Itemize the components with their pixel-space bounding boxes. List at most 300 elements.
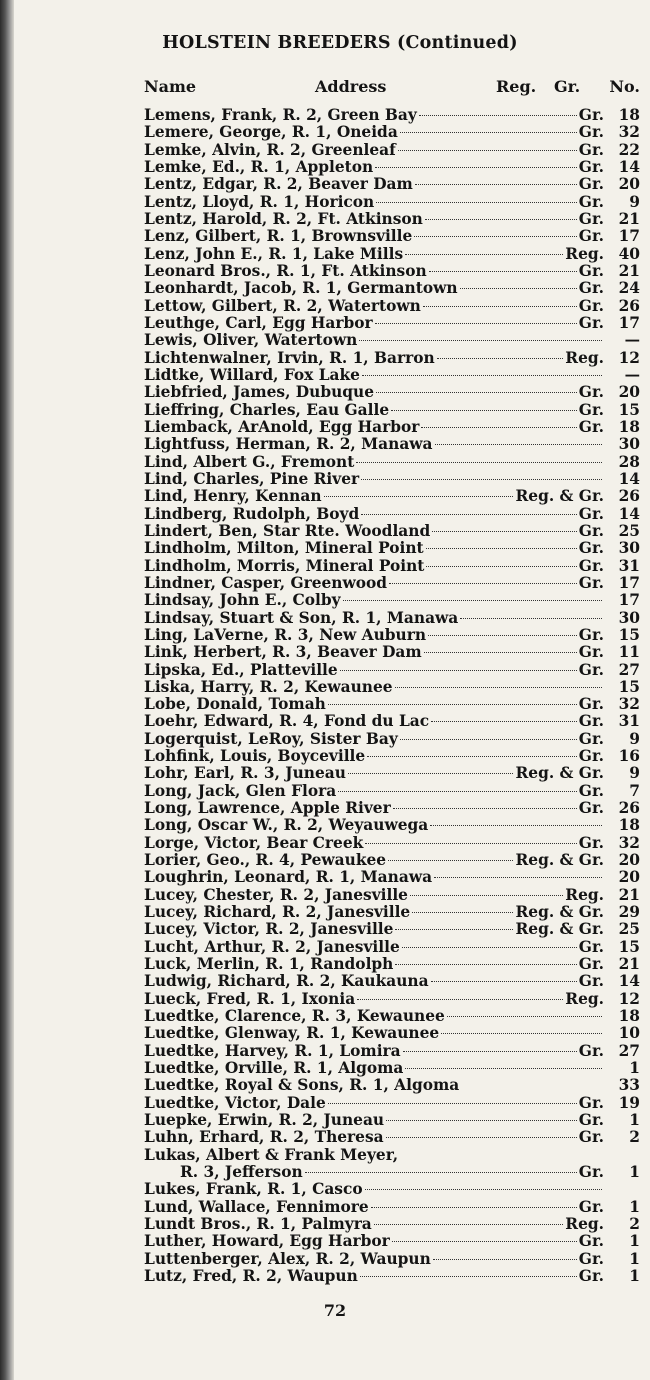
dot-leader: [376, 202, 577, 203]
herd-number: 14: [618, 157, 640, 176]
dot-leader: [433, 1259, 577, 1260]
list-item: [144, 644, 640, 661]
breeder-name-address: Liebfried, James, Dubuque: [144, 383, 375, 402]
breeder-name-address: Lindholm, Morris, Mineral Point: [144, 556, 425, 575]
dot-leader: [374, 1224, 564, 1225]
list-item: [144, 402, 640, 419]
registration-type: Gr.: [578, 521, 604, 540]
herd-number: 18: [618, 816, 640, 835]
list-item: [144, 350, 640, 367]
dot-leader: [410, 895, 563, 896]
list-item: [144, 1233, 640, 1250]
breeder-name-address: Luedtke, Clarence, R. 3, Kewaunee: [144, 1007, 445, 1026]
herd-number: 9: [629, 764, 640, 783]
dot-leader: [357, 999, 563, 1000]
breeder-name-address: Lundt Bros., R. 1, Palmyra: [144, 1215, 372, 1233]
list-item: [144, 817, 640, 834]
breeder-name-address: Lettow, Gilbert, R. 2, Watertown: [144, 296, 421, 315]
list-item: [144, 869, 640, 886]
list-item: [144, 783, 640, 800]
list-item: [144, 748, 640, 765]
list-item: [144, 228, 640, 245]
registration-type: Gr.: [578, 1163, 604, 1182]
herd-number: 31: [618, 712, 640, 731]
list-item: [144, 523, 640, 540]
registration-type: Gr.: [578, 175, 604, 194]
herd-number: —: [624, 331, 640, 350]
registration-type: Gr.: [578, 400, 604, 419]
registration-type: Reg.: [565, 348, 604, 367]
herd-number: 1: [629, 1266, 640, 1285]
dot-leader: [391, 410, 577, 411]
herd-number: 27: [618, 1041, 640, 1060]
herd-number: 30: [618, 435, 640, 454]
breeder-name-address: Lucey, Victor, R. 2, Janesville: [144, 920, 394, 939]
dot-leader: [328, 1103, 577, 1104]
herd-number: 15: [618, 937, 640, 956]
column-header-address: Address: [315, 77, 387, 96]
registration-type: Gr.: [578, 261, 604, 280]
dot-leader: [362, 375, 602, 376]
list-item: [144, 956, 640, 973]
registration-type: Gr.: [578, 556, 604, 575]
column-header-no: No.: [609, 77, 640, 96]
list-item: [144, 835, 640, 852]
registration-type: Gr.: [578, 157, 604, 176]
dot-leader: [431, 981, 577, 982]
dot-leader: [423, 306, 577, 307]
herd-number: 14: [618, 972, 640, 991]
breeder-name-address: Link, Herbert, R. 3, Beaver Dam: [144, 643, 422, 662]
herd-number: 1: [629, 1059, 640, 1078]
registration-type: Reg. & Gr.: [515, 920, 604, 939]
dot-leader: [395, 929, 513, 930]
list-item: [144, 558, 640, 575]
list-item: [144, 246, 640, 263]
herd-number: 17: [618, 227, 640, 246]
list-item: [144, 852, 640, 869]
breeder-name-address: Long, Oscar W., R. 2, Weyauwega: [144, 816, 429, 835]
breeder-name-address: Long, Lawrence, Apple River: [144, 799, 391, 818]
herd-number: 20: [618, 851, 640, 870]
column-header-reg: Reg.: [496, 77, 537, 96]
registration-type: Gr.: [578, 1266, 604, 1285]
list-item: [144, 1147, 640, 1164]
dot-leader: [426, 566, 576, 567]
registration-type: Gr.: [578, 955, 604, 974]
dot-leader: [400, 739, 577, 740]
list-item: [144, 159, 640, 176]
list-item: [144, 107, 640, 124]
herd-number: 1: [629, 1249, 640, 1268]
dot-leader: [365, 843, 577, 844]
dot-leader: [360, 1276, 577, 1277]
herd-number: 19: [618, 1093, 640, 1112]
breeder-name-address: Lobe, Donald, Tomah: [144, 695, 326, 714]
breeder-name-address: Lorier, Geo., R. 4, Pewaukee: [144, 851, 387, 870]
herd-number: 21: [618, 209, 640, 228]
list-item: [144, 488, 640, 505]
breeder-name-address: Lenz, John E., R. 1, Lake Mills: [144, 244, 404, 263]
registration-type: Reg. & Gr.: [515, 487, 604, 506]
list-item: [144, 991, 640, 1008]
herd-number: 10: [618, 1024, 640, 1043]
list-item: [144, 1199, 640, 1216]
herd-number: 20: [618, 175, 640, 194]
herd-number: 12: [618, 989, 640, 1008]
breeder-name-address: Lemens, Frank, R. 2, Green Bay: [144, 106, 417, 124]
breeder-list: [144, 107, 640, 1285]
breeder-name-address: Lutz, Fred, R. 2, Waupun: [144, 1266, 358, 1285]
list-item: [144, 1043, 640, 1060]
page-title: HOLSTEIN BREEDERS (Continued): [162, 33, 518, 53]
list-item: [144, 662, 640, 679]
registration-type: Gr.: [578, 660, 604, 679]
dot-leader: [437, 358, 564, 359]
herd-number: 32: [618, 123, 640, 142]
registration-type: Gr.: [578, 140, 604, 159]
registration-type: Gr.: [578, 383, 604, 402]
herd-number: 25: [618, 521, 640, 540]
breeder-name-address: Lucey, Chester, R. 2, Janesville: [144, 885, 408, 904]
book-binding-edge: [0, 0, 14, 1380]
registration-type: Gr.: [578, 1128, 604, 1147]
herd-number: 1: [629, 1163, 640, 1182]
dot-leader: [328, 704, 577, 705]
list-item: [144, 1008, 640, 1025]
registration-type: Gr.: [578, 1111, 604, 1130]
dot-leader: [392, 1241, 577, 1242]
list-item: [144, 1251, 640, 1268]
list-item: [144, 315, 640, 332]
registration-type: Gr.: [578, 313, 604, 332]
herd-number: 15: [618, 400, 640, 419]
herd-number: 21: [618, 885, 640, 904]
breeder-name-address: Lidtke, Willard, Fox Lake: [144, 365, 360, 384]
breeder-name-address: Lindholm, Milton, Mineral Point: [144, 539, 424, 558]
list-item: [144, 454, 640, 471]
herd-number: 20: [618, 868, 640, 887]
list-item: [144, 1268, 640, 1285]
breeder-name-address: Lindner, Casper, Greenwood: [144, 573, 388, 592]
breeder-name-address: Luedtke, Orville, R. 1, Algoma: [144, 1059, 404, 1078]
breeder-name-address: Lindberg, Rudolph, Boyd: [144, 504, 360, 523]
dot-leader: [426, 548, 577, 549]
registration-type: Gr.: [578, 781, 604, 800]
list-item: [144, 506, 640, 523]
dot-leader: [359, 340, 602, 341]
breeder-name-address: Lieffring, Charles, Eau Galle: [144, 400, 390, 419]
breeder-name-address: Lentz, Lloyd, R. 1, Horicon: [144, 192, 375, 211]
registration-type: Gr.: [578, 227, 604, 246]
breeder-name-address: Ling, LaVerne, R. 3, New Auburn: [144, 625, 427, 644]
list-item: [144, 280, 640, 297]
page-number: 72: [323, 1301, 347, 1320]
dot-leader: [405, 1068, 602, 1069]
breeder-name-address: Luhn, Erhard, R. 2, Theresa: [144, 1128, 384, 1147]
dot-leader: [356, 462, 602, 463]
dot-leader: [402, 947, 577, 948]
herd-number: 21: [618, 955, 640, 974]
column-header-name: Name: [144, 77, 197, 96]
dot-leader: [414, 236, 577, 237]
list-item: [144, 1164, 640, 1181]
breeder-name-address: Luedtke, Glenway, R. 1, Kewaunee: [144, 1024, 440, 1043]
dot-leader: [431, 721, 577, 722]
breeder-name-address: Luedtke, Royal & Sons, R. 1, Algoma: [144, 1076, 460, 1095]
registration-type: Gr.: [578, 209, 604, 228]
column-header-gr: Gr.: [554, 77, 581, 96]
dot-leader: [340, 670, 577, 671]
breeder-name-address: Liska, Harry, R. 2, Kewaunee: [144, 677, 393, 696]
registration-type: Gr.: [578, 729, 604, 748]
herd-number: 18: [618, 417, 640, 436]
herd-number: 32: [618, 833, 640, 852]
breeder-name-address: Lohr, Earl, R. 3, Juneau: [144, 764, 346, 783]
herd-number: 26: [618, 487, 640, 506]
registration-type: Gr.: [578, 279, 604, 298]
breeder-name-address: Lindert, Ben, Star Rte. Woodland: [144, 521, 431, 540]
breeder-name-address: Luther, Howard, Egg Harbor: [144, 1232, 390, 1251]
dot-leader: [376, 392, 577, 393]
registration-type: Gr.: [578, 695, 604, 714]
registration-type: Gr.: [578, 712, 604, 731]
dot-leader: [388, 860, 513, 861]
list-item: [144, 904, 640, 921]
registration-type: Gr.: [578, 937, 604, 956]
breeder-name-address: Lentz, Edgar, R. 2, Beaver Dam: [144, 175, 413, 194]
herd-number: 31: [618, 556, 640, 575]
list-item: [144, 332, 640, 349]
registration-type: Gr.: [578, 799, 604, 818]
breeder-name-address: Lukas, Albert & Frank Meyer,: [144, 1145, 399, 1164]
list-item: [144, 800, 640, 817]
list-item: [144, 1077, 640, 1094]
herd-number: 9: [629, 192, 640, 211]
registration-type: Gr.: [578, 417, 604, 436]
list-item: [144, 731, 640, 748]
list-item: [144, 1112, 640, 1129]
dot-leader: [419, 115, 577, 116]
list-item: [144, 921, 640, 938]
dot-leader: [348, 773, 514, 774]
list-item: [144, 627, 640, 644]
breeder-name-address: Liemback, ArAnold, Egg Harbor: [144, 417, 420, 436]
breeder-name-address: Lorge, Victor, Bear Creek: [144, 833, 364, 852]
registration-type: Gr.: [578, 504, 604, 523]
herd-number: 20: [618, 383, 640, 402]
registration-type: Reg.: [565, 989, 604, 1008]
herd-number: 27: [618, 660, 640, 679]
list-item: [144, 471, 640, 488]
list-item: [144, 1025, 640, 1042]
breeder-name-address: Lind, Charles, Pine River: [144, 469, 360, 488]
list-item: [144, 973, 640, 990]
list-item: [144, 540, 640, 557]
dot-leader: [460, 618, 602, 619]
dot-leader: [430, 825, 602, 826]
list-item: [144, 419, 640, 436]
registration-type: Reg.: [565, 244, 604, 263]
list-item: [144, 765, 640, 782]
dot-leader: [375, 167, 577, 168]
breeder-name-address: Luepke, Erwin, R. 2, Juneau: [144, 1111, 385, 1130]
herd-number: 30: [618, 539, 640, 558]
breeder-name-address: Leuthge, Carl, Egg Harbor: [144, 313, 373, 332]
list-item: [144, 713, 640, 730]
dot-leader: [365, 1189, 602, 1190]
dot-leader: [425, 219, 577, 220]
list-item: [144, 939, 640, 956]
column-header-row: [144, 77, 640, 99]
herd-number: 18: [618, 1007, 640, 1026]
dot-leader: [395, 687, 602, 688]
dot-leader: [361, 479, 602, 480]
breeder-name-address: Lindsay, John E., Colby: [144, 591, 341, 610]
herd-number: —: [624, 365, 640, 384]
registration-type: Gr.: [578, 1041, 604, 1060]
breeder-name-address: Lindsay, Stuart & Son, R. 1, Manawa: [144, 608, 459, 627]
herd-number: 40: [618, 244, 640, 263]
dot-leader: [305, 1172, 577, 1173]
breeder-name-address: Loehr, Edward, R. 4, Fond du Lac: [144, 712, 430, 731]
breeder-name-address: Lewis, Oliver, Watertown: [144, 331, 358, 350]
dot-leader: [386, 1120, 577, 1121]
herd-number: 2: [629, 1128, 640, 1147]
dot-leader: [447, 1016, 602, 1017]
list-item: [144, 592, 640, 609]
breeder-name-address: Leonhardt, Jacob, R. 1, Germantown: [144, 279, 458, 298]
registration-type: Gr.: [578, 1197, 604, 1216]
breeder-name-address: Leonard Bros., R. 1, Ft. Atkinson: [144, 261, 427, 280]
herd-number: 17: [618, 573, 640, 592]
dot-leader: [428, 635, 577, 636]
registration-type: Gr.: [578, 106, 604, 124]
list-item: [144, 124, 640, 141]
dot-leader: [429, 271, 577, 272]
registration-type: Gr.: [578, 573, 604, 592]
dot-leader: [393, 808, 577, 809]
dot-leader: [415, 184, 577, 185]
registration-type: Gr.: [578, 296, 604, 315]
breeder-name-address: Ludwig, Richard, R. 2, Kaukauna: [144, 972, 429, 991]
registration-type: Gr.: [578, 833, 604, 852]
breeder-name-address: Lichtenwalner, Irvin, R. 1, Barron: [144, 348, 435, 367]
dot-leader: [432, 531, 577, 532]
breeder-name-address: Luedtke, Victor, Dale: [144, 1093, 326, 1112]
dot-leader: [361, 514, 577, 515]
list-item: [144, 298, 640, 315]
dot-leader: [338, 791, 577, 792]
dot-leader: [371, 1207, 577, 1208]
breeder-name-address: Lind, Henry, Kennan: [144, 487, 322, 506]
registration-type: Gr.: [578, 123, 604, 142]
breeder-name-address: Lentz, Harold, R. 2, Ft. Atkinson: [144, 209, 423, 228]
dot-leader: [403, 1051, 577, 1052]
herd-number: 24: [618, 279, 640, 298]
registration-type: Gr.: [578, 192, 604, 211]
herd-number: 33: [618, 1076, 640, 1095]
list-item: [144, 211, 640, 228]
registration-type: Gr.: [578, 1249, 604, 1268]
herd-number: 22: [618, 140, 640, 159]
registration-type: Reg. & Gr.: [515, 903, 604, 922]
list-item: [144, 887, 640, 904]
herd-number: 1: [629, 1232, 640, 1251]
registration-type: Reg.: [565, 885, 604, 904]
breeder-name-address: Lemke, Alvin, R. 2, Greenleaf: [144, 140, 396, 159]
list-item: [144, 1129, 640, 1146]
dot-leader: [421, 427, 576, 428]
herd-number: 2: [629, 1215, 640, 1233]
herd-number: 1: [629, 1197, 640, 1216]
list-item: [144, 367, 640, 384]
list-item: [144, 176, 640, 193]
list-item: [144, 436, 640, 453]
herd-number: 14: [618, 504, 640, 523]
list-item: [144, 679, 640, 696]
herd-number: 17: [618, 313, 640, 332]
registration-type: Gr.: [578, 643, 604, 662]
herd-number: 29: [618, 903, 640, 922]
breeder-name-address: Lund, Wallace, Fennimore: [144, 1197, 369, 1216]
herd-number: 21: [618, 261, 640, 280]
breeder-name-address: Lukes, Frank, R. 1, Casco: [144, 1180, 363, 1199]
registration-type: Reg. & Gr.: [515, 851, 604, 870]
herd-number: 16: [618, 747, 640, 766]
herd-number: 14: [618, 469, 640, 488]
registration-type: Gr.: [578, 539, 604, 558]
list-item: [144, 1060, 640, 1077]
herd-number: 28: [618, 452, 640, 471]
breeder-name-address: Lohfink, Louis, Boyceville: [144, 747, 366, 766]
dot-leader: [386, 1137, 577, 1138]
dot-leader: [412, 912, 513, 913]
list-item: [144, 194, 640, 211]
breeder-name-address: Lucey, Richard, R. 2, Janesville: [144, 903, 411, 922]
list-item: [144, 696, 640, 713]
breeder-name-address: Long, Jack, Glen Flora: [144, 781, 337, 800]
dot-leader: [435, 444, 602, 445]
list-item: [144, 575, 640, 592]
herd-number: 17: [618, 591, 640, 610]
registration-type: Reg. & Gr.: [515, 764, 604, 783]
breeder-name-address: Lenz, Gilbert, R. 1, Brownsville: [144, 227, 413, 246]
breeder-name-address: Lind, Albert G., Fremont: [144, 452, 355, 471]
registration-type: Gr.: [578, 1093, 604, 1112]
herd-number: 15: [618, 677, 640, 696]
breeder-name-address: Lipska, Ed., Platteville: [144, 660, 338, 679]
list-item: [144, 384, 640, 401]
list-item: [144, 1095, 640, 1112]
herd-number: 26: [618, 296, 640, 315]
herd-number: 7: [629, 781, 640, 800]
dot-leader: [400, 132, 577, 133]
dot-leader: [343, 600, 602, 601]
herd-number: 15: [618, 625, 640, 644]
dot-leader: [424, 652, 577, 653]
dot-leader: [395, 964, 576, 965]
breeder-name-address: Luck, Merlin, R. 1, Randolph: [144, 955, 394, 974]
breeder-name-address: R. 3, Jefferson: [180, 1163, 303, 1182]
breeder-name-address: Lueck, Fred, R. 1, Ixonia: [144, 989, 356, 1008]
herd-number: 18: [618, 106, 640, 124]
herd-number: 12: [618, 348, 640, 367]
herd-number: 1: [629, 1111, 640, 1130]
dot-leader: [398, 150, 577, 151]
breeder-name-address: Lucht, Arthur, R. 2, Janesville: [144, 937, 400, 956]
list-item: [144, 142, 640, 159]
